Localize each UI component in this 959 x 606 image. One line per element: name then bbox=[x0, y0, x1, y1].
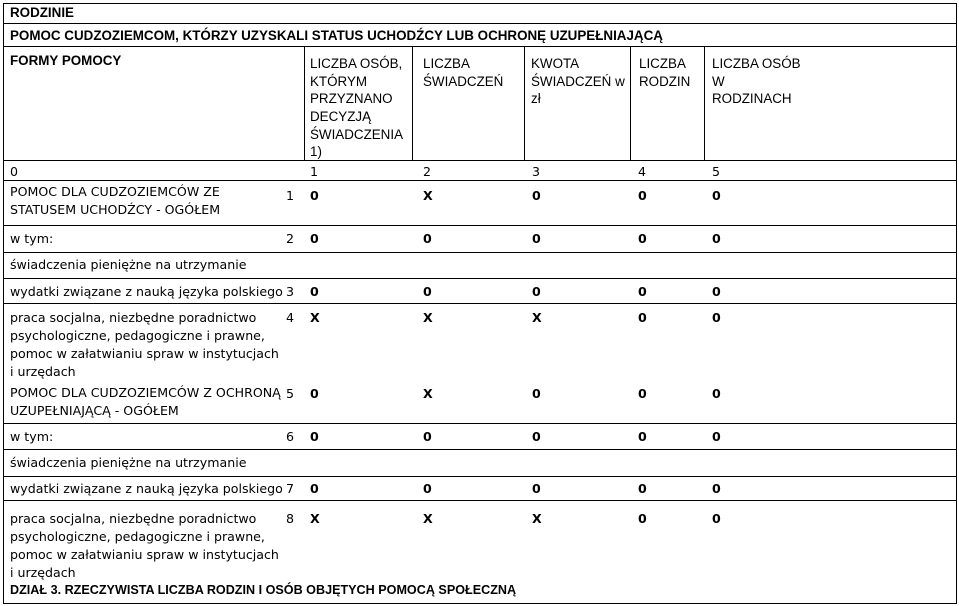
column-number: 2 bbox=[423, 164, 432, 179]
cell-value: 0 bbox=[712, 386, 721, 401]
cell-value: 0 bbox=[638, 429, 647, 444]
cell-value: 0 bbox=[423, 429, 432, 444]
cell-value: 0 bbox=[638, 511, 647, 526]
header-forms: FORMY POMOCY bbox=[10, 53, 122, 68]
row-label: pomoc w załatwianiu spraw w instytucjach bbox=[10, 547, 279, 562]
cell-value: 0 bbox=[712, 429, 721, 444]
cell-value: 0 bbox=[712, 188, 721, 203]
cell-value: 0 bbox=[712, 231, 721, 246]
cell-value: X bbox=[532, 511, 542, 526]
cell-value: 0 bbox=[423, 481, 432, 496]
col-sep bbox=[304, 46, 305, 160]
row-label: pomoc w załatwianiu spraw w instytucjach bbox=[10, 346, 279, 361]
col-sep bbox=[524, 46, 525, 160]
header-persons-line: 1) bbox=[310, 144, 322, 159]
cell-value: 0 bbox=[712, 511, 721, 526]
row-label: wydatki związane z nauką języka polskiego bbox=[10, 284, 283, 299]
rule bbox=[3, 303, 957, 304]
rule bbox=[3, 225, 957, 226]
row-label: świadczenia pieniężne na utrzymanie bbox=[10, 257, 247, 272]
row-label: i urzędach bbox=[10, 565, 76, 580]
row-label: praca socjalna, niezbędne poradnictwo bbox=[10, 511, 257, 526]
cell-value: 0 bbox=[532, 188, 541, 203]
cell-value: 0 bbox=[310, 188, 319, 203]
header-families-line: RODZIN bbox=[639, 74, 691, 89]
cell-value: 0 bbox=[712, 310, 721, 325]
section-title: RODZINIE bbox=[10, 5, 74, 20]
rule bbox=[3, 449, 957, 450]
header-persons-line: KTÓRYM bbox=[310, 74, 368, 89]
cell-value: 0 bbox=[532, 481, 541, 496]
cell-value: 0 bbox=[532, 429, 541, 444]
rule bbox=[3, 476, 957, 477]
cell-value: 0 bbox=[638, 386, 647, 401]
form-subtitle: POMOC CUDZOZIEMCOM, KTÓRZY UZYSKALI STATUS UCHODŹCY LUB OCHRONĘ UZUPEŁNIAJĄCĄ bbox=[10, 28, 663, 43]
cell-value: 0 bbox=[532, 231, 541, 246]
column-number: 0 bbox=[10, 164, 19, 179]
row-label: w tym: bbox=[10, 429, 54, 444]
header-persons-families-line: RODZINACH bbox=[712, 91, 792, 106]
rule bbox=[3, 423, 957, 424]
rule bbox=[3, 500, 957, 501]
column-number: 4 bbox=[638, 164, 647, 179]
cell-value: 0 bbox=[310, 386, 319, 401]
row-label: praca socjalna, niezbędne poradnictwo bbox=[10, 310, 257, 325]
cell-value: X bbox=[423, 386, 433, 401]
row-label: POMOC DLA CUDZOZIEMCÓW ZE bbox=[10, 184, 220, 199]
cell-value: 0 bbox=[638, 284, 647, 299]
row-number: 7 bbox=[286, 481, 295, 496]
row-number: 4 bbox=[286, 310, 295, 325]
row-number: 5 bbox=[286, 386, 295, 401]
header-amount-line: KWOTA bbox=[531, 56, 580, 71]
header-benefits-line: ŚWIADCZEŃ bbox=[423, 74, 504, 89]
row-number: 6 bbox=[286, 429, 295, 444]
cell-value: 0 bbox=[712, 481, 721, 496]
rule bbox=[3, 160, 957, 161]
col-sep bbox=[412, 46, 413, 160]
rule bbox=[3, 278, 957, 279]
border-top bbox=[3, 3, 957, 4]
statistics-form bbox=[3, 3, 957, 604]
cell-value: 0 bbox=[712, 284, 721, 299]
cell-value: 0 bbox=[310, 231, 319, 246]
header-amount-line: ŚWIADCZEŃ w bbox=[531, 74, 625, 89]
header-persons-families-line: LICZBA OSÓB bbox=[712, 56, 801, 71]
row-label: świadczenia pieniężne na utrzymanie bbox=[10, 455, 247, 470]
rule bbox=[3, 46, 957, 47]
cell-value: 0 bbox=[638, 310, 647, 325]
section-footer-title: DZIAŁ 3. RZECZYWISTA LICZBA RODZIN I OSÓB OBJĘTYCH POMOCĄ SPOŁECZNĄ bbox=[10, 583, 517, 597]
rule bbox=[3, 252, 957, 253]
cell-value: 0 bbox=[423, 231, 432, 246]
cell-value: 0 bbox=[532, 284, 541, 299]
column-number: 3 bbox=[532, 164, 541, 179]
cell-value: X bbox=[423, 511, 433, 526]
row-label: wydatki związane z nauką języka polskiego bbox=[10, 481, 283, 496]
row-label: psychologiczne, pedagogiczne i prawne, bbox=[10, 529, 265, 544]
column-number: 1 bbox=[310, 164, 319, 179]
row-label: w tym: bbox=[10, 231, 54, 246]
cell-value: 0 bbox=[638, 188, 647, 203]
header-persons-line: DECYZJĄ bbox=[310, 109, 372, 124]
row-number: 2 bbox=[286, 231, 295, 246]
cell-value: X bbox=[423, 310, 433, 325]
row-label: POMOC DLA CUDZOZIEMCÓW Z OCHRONĄ bbox=[10, 385, 281, 400]
header-persons-families-line: W bbox=[712, 74, 725, 89]
header-amount-line: zł bbox=[531, 91, 541, 106]
cell-value: 0 bbox=[310, 429, 319, 444]
row-label: UZUPEŁNIAJĄCĄ - OGÓŁEM bbox=[10, 403, 179, 418]
cell-value: 0 bbox=[532, 386, 541, 401]
col-sep bbox=[630, 46, 631, 160]
rule bbox=[3, 23, 957, 24]
column-number: 5 bbox=[712, 164, 721, 179]
cell-value: 0 bbox=[310, 481, 319, 496]
rule bbox=[3, 603, 957, 604]
row-number: 1 bbox=[286, 188, 295, 203]
header-persons-line: PRZYZNANO bbox=[310, 91, 393, 106]
row-number: 3 bbox=[286, 284, 295, 299]
row-label: i urzędach bbox=[10, 364, 76, 379]
cell-value: X bbox=[423, 188, 433, 203]
cell-value: X bbox=[310, 511, 320, 526]
header-families-line: LICZBA bbox=[639, 56, 686, 71]
header-persons-line: LICZBA OSÓB, bbox=[310, 56, 403, 71]
row-label: STATUSEM UCHODŹCY - OGÓŁEM bbox=[10, 202, 221, 217]
header-benefits-line: LICZBA bbox=[423, 56, 470, 71]
col-sep bbox=[704, 46, 705, 160]
cell-value: 0 bbox=[638, 231, 647, 246]
cell-value: 0 bbox=[310, 284, 319, 299]
row-number: 8 bbox=[286, 511, 295, 526]
row-label: psychologiczne, pedagogiczne i prawne, bbox=[10, 328, 265, 343]
rule bbox=[3, 180, 957, 181]
cell-value: 0 bbox=[423, 284, 432, 299]
header-persons-line: ŚWIADCZENIA bbox=[310, 127, 403, 142]
cell-value: X bbox=[532, 310, 542, 325]
cell-value: X bbox=[310, 310, 320, 325]
cell-value: 0 bbox=[638, 481, 647, 496]
